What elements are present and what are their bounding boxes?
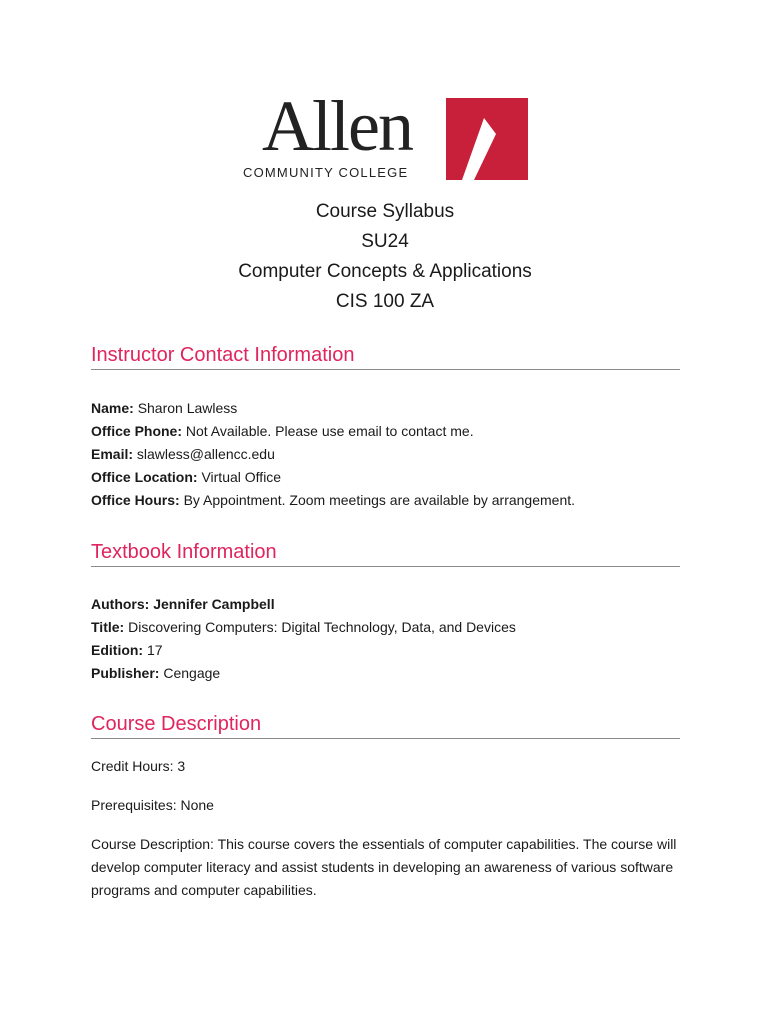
course-code: CIS 100 ZA [335, 291, 435, 312]
syllabus-title: Course Syllabus [315, 201, 455, 222]
course-description-text: Course Description: This course covers the essentials of computer capabilities. The course will develop computer literacy and assist students in developing an awareness of various software programs and computer capabilities. [91, 836, 677, 898]
logo-tagline: COMMUNITY COLLEGE [243, 165, 409, 180]
field-label: Edition: [91, 642, 144, 658]
course-name: Computer Concepts & Applications [238, 261, 532, 282]
instructor-heading: Instructor Contact Information [91, 342, 680, 370]
term-code: SU24 [361, 231, 409, 252]
field-value: Sharon Lawless [137, 400, 238, 416]
instructor-section [91, 342, 680, 512]
logo-wordmark: Allen [262, 86, 412, 166]
textbook-section [91, 539, 680, 685]
textbook-heading: Textbook Information [91, 539, 680, 567]
email-field [91, 443, 680, 466]
office-hours-field [91, 489, 680, 512]
field-value: Not Available. Please use email to contact me. [185, 423, 474, 439]
field-label: Office Hours: [91, 492, 180, 508]
office-location-field [91, 466, 680, 489]
course-description-heading: Course Description [91, 711, 680, 739]
field-label: Name: [91, 400, 134, 416]
edition-field [91, 639, 680, 662]
field-value: 17 [147, 642, 163, 658]
field-label: Email: [91, 446, 134, 462]
prerequisites: Prerequisites: None [91, 797, 214, 813]
field-label: Office Phone: [91, 423, 183, 439]
authors-field [91, 593, 680, 616]
field-label: Publisher: [91, 665, 160, 681]
field-label: Authors: [91, 596, 150, 612]
field-label: Office Location: [91, 469, 198, 485]
allen-a-mark-icon [446, 98, 528, 180]
field-value: Virtual Office [201, 469, 282, 485]
instructor-name-field [91, 397, 680, 420]
title-block [0, 197, 770, 317]
field-label: Title: [91, 619, 125, 635]
publisher-field [91, 662, 680, 685]
credit-hours: Credit Hours: 3 [91, 758, 186, 774]
college-logo [236, 86, 528, 184]
textbook-title-field [91, 616, 680, 639]
field-value: Jennifer Campbell [153, 596, 275, 612]
email-link[interactable]: slawless@allencc.edu [136, 446, 275, 462]
course-description-section [91, 711, 680, 902]
office-phone-field [91, 420, 680, 443]
field-value: Cengage [163, 665, 221, 681]
field-value: Discovering Computers: Digital Technology, Data, and Devices [128, 619, 516, 635]
field-value: By Appointment. Zoom meetings are available by arrangement. [183, 492, 576, 508]
